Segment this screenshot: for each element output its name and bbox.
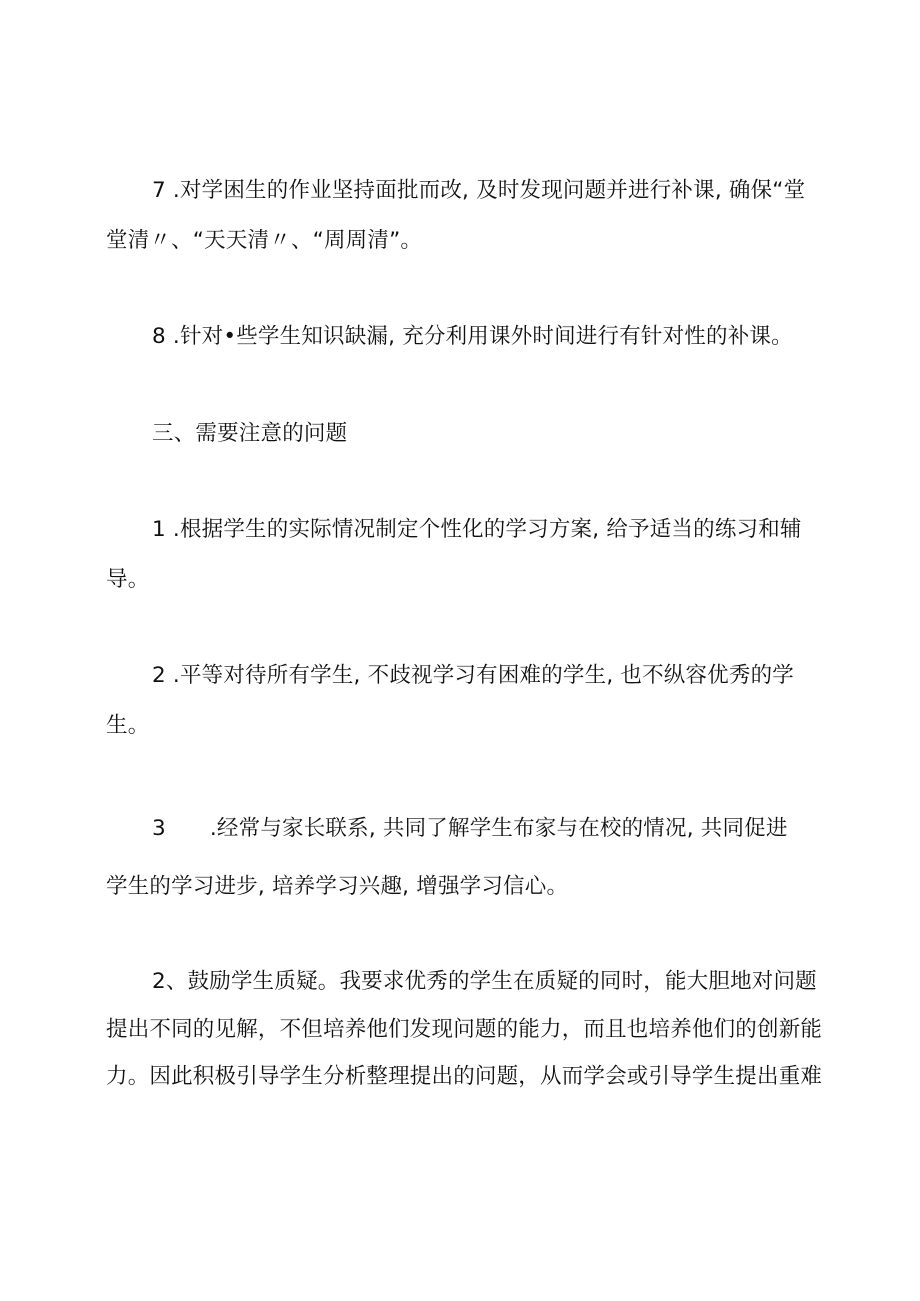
item-7-line-2: 堂清〃、“天天清〃、“周周清”。 bbox=[106, 228, 423, 253]
section-3-item-1-line-2: 导。 bbox=[106, 567, 150, 592]
section-3-item-3-line-1 bbox=[152, 815, 788, 843]
section-3-item-2-line-2: 生。 bbox=[106, 713, 150, 738]
item-2b-line-3: 力。因此积极引导学生分析整理提出的问题，从而学会或引导学生提出重难 bbox=[106, 1064, 823, 1089]
item-8-line-1: 8 .针对•些学生知识缺漏, 充分利用课外时间进行有针对性的补课。 bbox=[152, 324, 793, 349]
item-2b-line-2: 提出不同的见解，不但培养他们发现问题的能力，而且也培养他们的创新能 bbox=[106, 1017, 823, 1042]
section-3-item-3-number: 3 bbox=[152, 816, 166, 841]
section-3-item-1-line-1: 1 .根据学生的实际情况制定个性化的学习方案, 给予适当的练习和辅 bbox=[152, 517, 802, 542]
section-3-item-3-line-2: 学生的学习进步, 培养学习兴趣, 增强学习信心。 bbox=[106, 874, 569, 899]
item-2b-line-1: 2、鼓励学生质疑。我要求优秀的学生在质疑的同时，能大胆地对问题 bbox=[152, 969, 817, 994]
section-3-item-2-line-1: 2 .平等对待所有学生, 不歧视学习有困难的学生, 也不纵容优秀的学 bbox=[152, 663, 794, 688]
section-3-heading: 三、需要注意的问题 bbox=[152, 421, 348, 446]
section-3-item-3-text: .经常与家长联系, 共同了解学生布家与在校的情况, 共同促进 bbox=[209, 816, 788, 841]
item-7-line-1: 7 .对学困生的作业坚持面批而改, 及时发现问题并进行补课, 确保“堂 bbox=[152, 178, 806, 203]
